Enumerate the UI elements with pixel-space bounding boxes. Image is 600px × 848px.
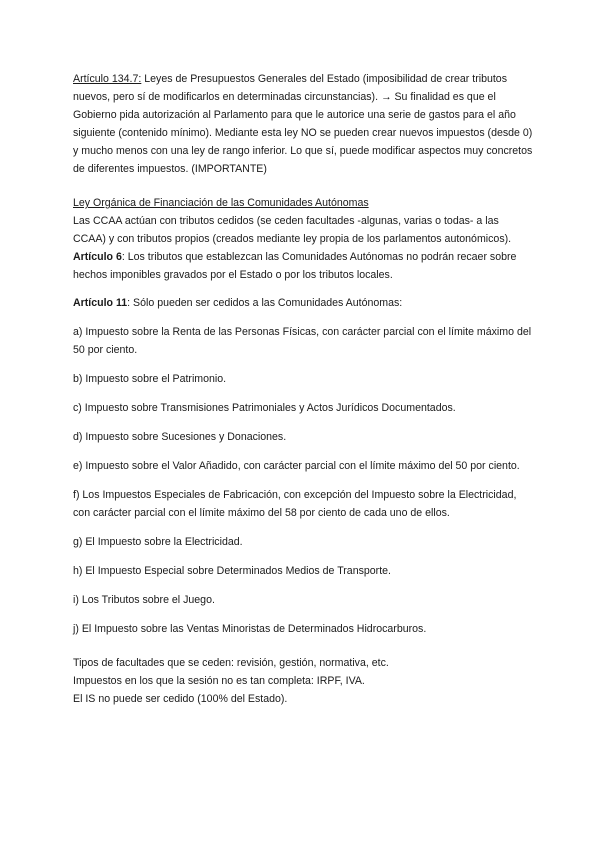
article-11-text: : Sólo pueden ser cedidos a las Comunidades Autónomas: [127,297,403,309]
lofca-heading: Ley Orgánica de Financiación de las Comunidades Autónomas [73,197,369,209]
article-134-label: Artículo 134.7: [73,73,142,85]
document-page [73,70,533,708]
article-11-label: Artículo 11 [73,297,128,309]
list-item: h) El Impuesto Especial sobre Determinados Medios de Transporte. [73,565,391,577]
list-item: g) El Impuesto sobre la Electricidad. [73,536,243,548]
list-item: j) El Impuesto sobre las Ventas Minoristas de Determinados Hidrocarburos. [73,623,427,635]
article-134-text: Leyes de Presupuestos Generales del Estado (imposibilidad de crear tributos nuevos, pero sí de modificarlos en determinadas circunstancias). → Su finalidad es que el Gobierno pida autorización al Parlamento para que le autorice una serie de gastos para el año siguiente (contenido mínimo). Mediante esta ley NO se pueden crear nuevos impuestos (desde 0) y mucho menos con una ley de rango inferior. Lo que sí, puede modificar aspectos muy concretos de diferentes impuestos. (IMPORTANTE) [73,73,533,175]
article-11-paragraph [73,294,533,312]
notes-block [73,654,533,708]
article-6-paragraph [73,248,533,284]
list-item: f) Los Impuestos Especiales de Fabricación, con excepción del Impuesto sobre la Electricidad, con carácter parcial con el límite máximo del 58 por ciento de cada uno de ellos. [73,489,517,519]
note-line: Impuestos en los que la sesión no es tan completa: IRPF, IVA. [73,675,365,687]
note-line: El IS no puede ser cedido (100% del Estado). [73,693,288,705]
list-item: b) Impuesto sobre el Patrimonio. [73,373,227,385]
list-item: a) Impuesto sobre la Renta de las Personas Físicas, con carácter parcial con el límite máximo del 50 por ciento. [73,326,532,356]
note-line: Tipos de facultades que se ceden: revisión, gestión, normativa, etc. [73,657,389,669]
list-item: c) Impuesto sobre Transmisiones Patrimoniales y Actos Jurídicos Documentados. [73,402,456,414]
list-item: i) Los Tributos sobre el Juego. [73,594,215,606]
article-6-text: : Los tributos que establezcan las Comunidades Autónomas no podrán recaer sobre hechos imponibles gravados por el Estado o por los tributos locales. [73,251,517,281]
ceded-taxes-list [73,323,533,638]
list-item: e) Impuesto sobre el Valor Añadido, con carácter parcial con el límite máximo del 50 por ciento. [73,460,520,472]
lofca-paragraph: Las CCAA actúan con tributos cedidos (se ceden facultades -algunas, varias o todas- a las CCAA) y con tributos propios (creados mediante ley propia de los parlamentos autonómicos). [73,215,512,245]
article-6-label: Artículo 6 [73,251,122,263]
article-134-paragraph [73,70,533,178]
list-item: d) Impuesto sobre Sucesiones y Donaciones. [73,431,287,443]
